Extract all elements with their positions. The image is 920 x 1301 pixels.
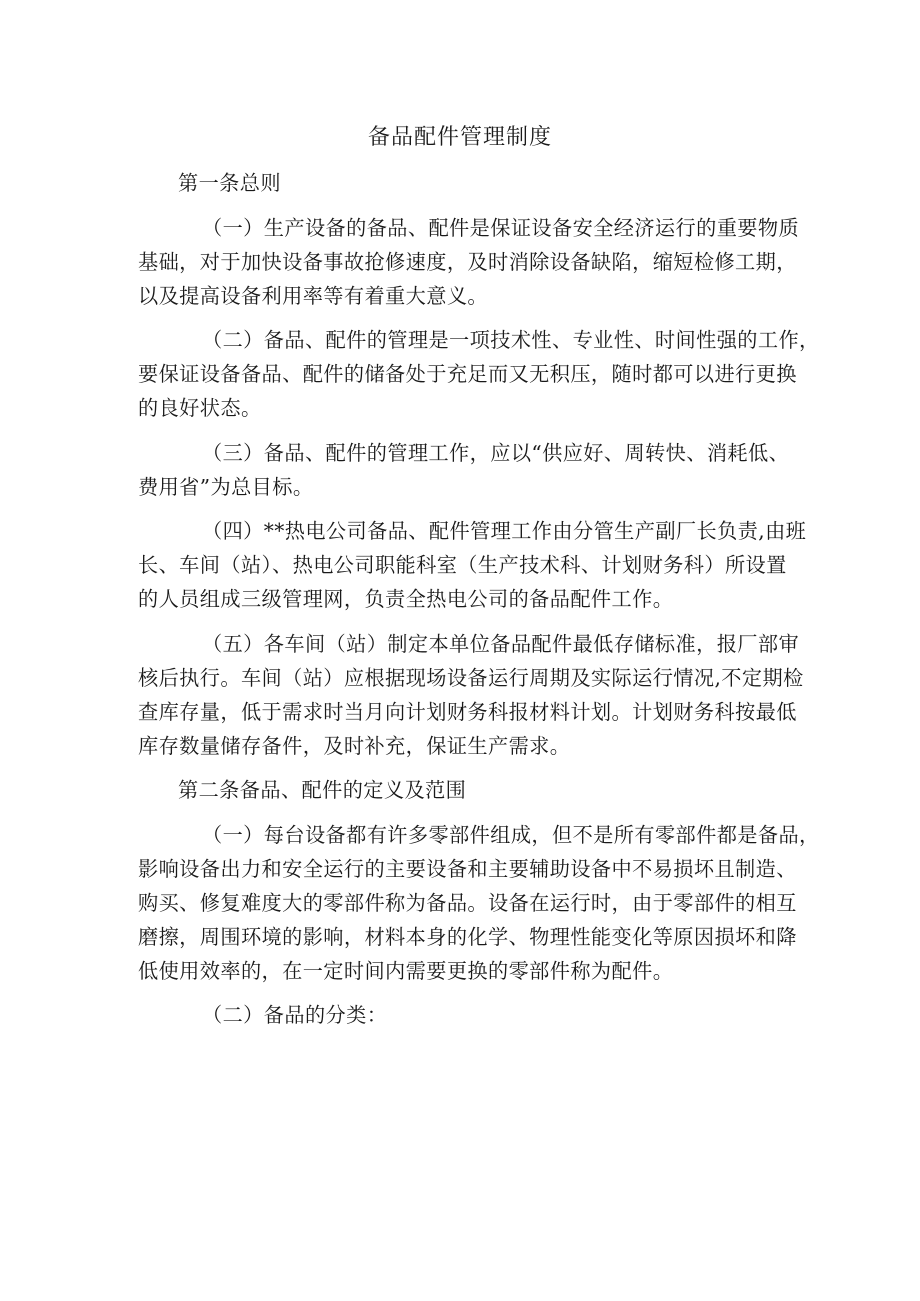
paragraph-line: 磨擦，周围环境的影响，材料本身的化学、物理性能变化等原因损坏和降 xyxy=(138,924,797,949)
paragraph-line: 的人员组成三级管理网，负责全热电公司的备品配件工作。 xyxy=(138,587,674,611)
section-heading: 第二条备品、配件的定义及范围 xyxy=(178,778,467,802)
paragraph-line: 的良好状态。 xyxy=(138,396,262,420)
paragraph xyxy=(138,436,794,504)
paragraph-line: 购买、修复难度大的零部件称为备品。设备在运行时，由于零部件的相互 xyxy=(138,890,797,915)
paragraph-line: （二）备品、配件的管理是一项技术性、专业性、时间性强的工作， xyxy=(202,328,820,352)
page-title: 备品配件管理制度 xyxy=(367,125,552,150)
paragraph xyxy=(138,211,800,313)
paragraph xyxy=(138,627,804,763)
paragraph-line: 库存数量储存备件，及时补充，保证生产需求。 xyxy=(138,733,571,758)
document-body xyxy=(138,166,820,1032)
paragraph-line: 低使用效率的，在一定时间内需要更换的零部件称为配件。 xyxy=(138,958,674,983)
paragraph-line: 核后执行。车间（站）应根据现场设备运行周期及实际运行情况,不定期检 xyxy=(138,665,804,690)
paragraph-line: 长、车间（站）、热电公司职能科室（生产技术科、计划财务科）所设置 xyxy=(138,553,787,577)
paragraph-line: 查库存量，低于需求时当月向计划财务科报材料计划。计划财务科按最低 xyxy=(138,699,797,724)
paragraph-line: （三）备品、配件的管理工作，应以“供应好、周转快、消耗低、 xyxy=(202,440,790,465)
section-heading: 第一条总则 xyxy=(178,171,281,195)
paragraph-line: 影响设备出力和安全运行的主要设备和主要辅助设备中不易损坏且制造、 xyxy=(138,856,797,881)
paragraph xyxy=(138,998,794,1032)
paragraph-line: 基础，对于加快设备事故抢修速度，及时消除设备缺陷，缩短检修工期， xyxy=(138,249,797,274)
paragraph-line: （四）**热电公司备品、配件管理工作由分管生产副厂长负责,由班 xyxy=(202,519,807,543)
paragraph-line: （一）每台设备都有许多零部件组成，但不是所有零部件都是备品， xyxy=(202,822,820,847)
paragraph xyxy=(138,818,820,988)
paragraph-line: 要保证设备备品、配件的储备处于充足而又无积压，随时都可以进行更换 xyxy=(138,362,797,386)
paragraph xyxy=(138,323,820,425)
paragraph-line: 以及提高设备利用率等有着重大意义。 xyxy=(138,283,488,308)
paragraph-line: 费用省”为总目标。 xyxy=(138,474,314,499)
paragraph-line: （一）生产设备的备品、配件是保证设备安全经济运行的重要物质 xyxy=(202,215,800,240)
paragraph-line: （二）备品的分类： xyxy=(202,1003,388,1027)
paragraph-line: （五）各车间（站）制定本单位备品配件最低存储标准，报厂部审 xyxy=(202,631,800,656)
paragraph xyxy=(138,514,807,616)
